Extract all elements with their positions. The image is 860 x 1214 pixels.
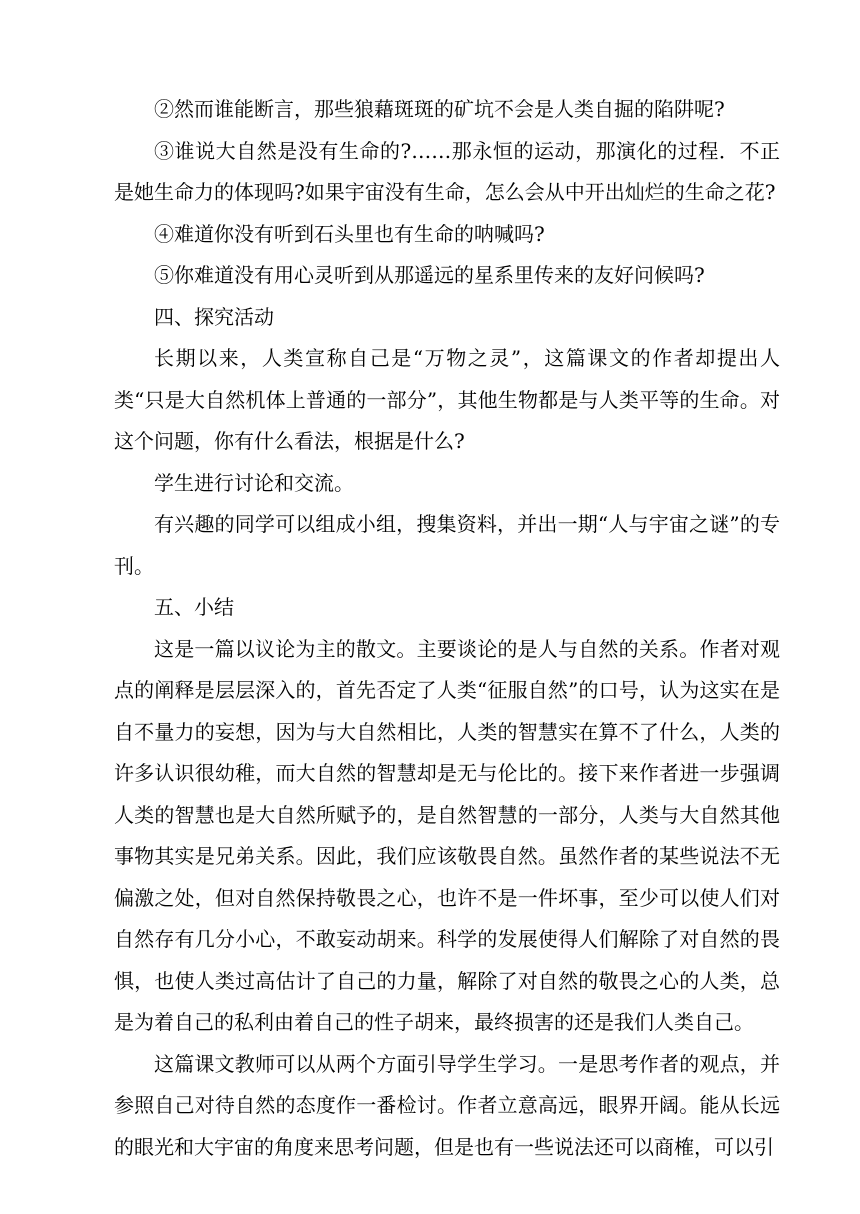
paragraph-question-3: ③谁说大自然是没有生命的?……那永恒的运动，那演化的过程．不正是她生命力的体现吗?如果宇宙没有生命，怎么会从中开出灿烂的生命之花?	[114, 138, 780, 204]
section-heading-inquiry: 四、探究活动	[154, 304, 274, 329]
paragraph-question-2: ②然而谁能断言，那些狼藉斑斑的矿坑不会是人类自掘的陷阱呢?	[154, 97, 725, 121]
paragraph-question-5: ⑤你难道没有用心灵听到从那遥远的星系里传来的友好问候吗?	[154, 263, 705, 287]
paragraph-group-project: 有兴趣的同学可以组成小组，搜集资料，并出一期“人与宇宙之谜”的专刊。	[114, 512, 780, 578]
paragraph-teaching-guidance: 这篇课文教师可以从两个方面引导学生学习。一是思考作者的观点，并参照自己对待自然的态度作一番检讨。作者立意高远，眼界开阔。能从长远的眼光和大宇宙的角度来思考问题，但是也有一些说法还可以商榷，可以引	[114, 1051, 780, 1159]
paragraph-summary: 这是一篇以议论为主的散文。主要谈论的是人与自然的关系。作者对观点的阐释是层层深入的，首先否定了人类“征服自然”的口号，认为这实在是自不量力的妄想，因为与大自然相比，人类的智慧实在算不了什么，人类的许多认识很幼稚，而大自然的智慧却是无与伦比的。接下来作者进一步强调人类的智慧也是大自然所赋予的，是自然智慧的一部分，人类与大自然其他事物其实是兄弟关系。因此，我们应该敬畏自然。虽然作者的某些说法不无偏激之处，但对自然保持敬畏之心，也许不是一件坏事，至少可以使人们对自然存有几分小心，不敢妄动胡来。科学的发展使得人们解除了对自然的畏惧，也使人类过高估计了自己的力量，解除了对自然的敬畏之心的人类，总是为着自己的私利由着自己的性子胡来，最终损害的还是我们人类自己。	[114, 636, 780, 1034]
document-body	[114, 89, 780, 1168]
paragraph-question-4: ④难道你没有听到石头里也有生命的呐喊吗?	[154, 221, 545, 246]
paragraph-inquiry-prompt: 长期以来，人类宣称自己是“万物之灵”，这篇课文的作者却提出人类“只是大自然机体上普通的一部分”，其他生物都是与人类平等的生命。对这个问题，你有什么看法，根据是什么?	[114, 346, 780, 453]
section-heading-summary: 五、小结	[154, 595, 234, 619]
paragraph-discussion: 学生进行讨论和交流。	[154, 470, 354, 495]
